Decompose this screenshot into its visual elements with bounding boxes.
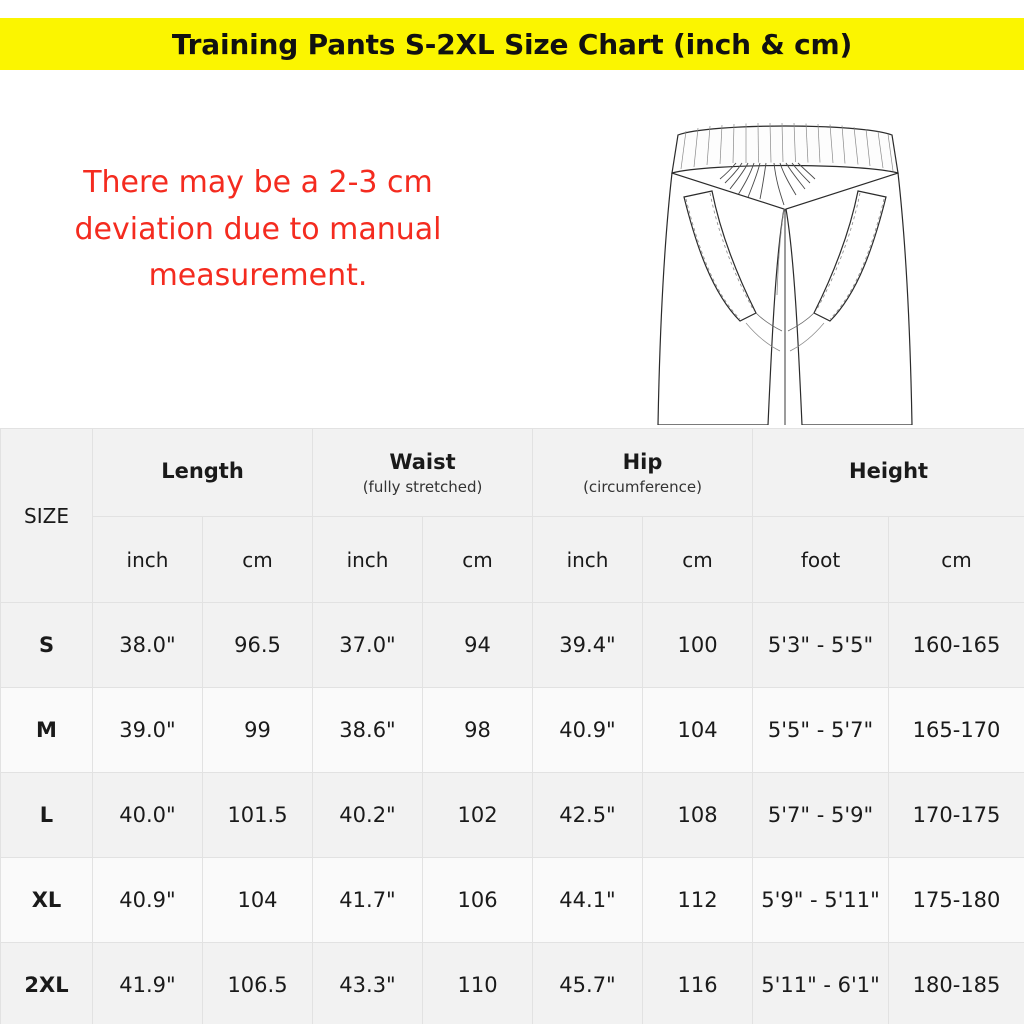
cell-l-height-foot: 5'7" - 5'9" [753,773,889,858]
cell-xl-hip-cm: 112 [643,858,753,943]
cell-m-waist-cm: 98 [423,688,533,773]
cell-s-length-inch: 38.0" [93,603,203,688]
row-size-xl: XL [1,858,93,943]
table-row [1,688,1024,773]
header-unit-length-inch: inch [93,517,203,603]
header-unit-height-cm: cm [889,517,1024,603]
cell-xl-height-foot: 5'9" - 5'11" [753,858,889,943]
cell-l-waist-inch: 40.2" [313,773,423,858]
cell-m-height-cm: 165-170 [889,688,1024,773]
header-unit-hip-inch: inch [533,517,643,603]
cell-m-hip-inch: 40.9" [533,688,643,773]
row-size-s: S [1,603,93,688]
header-unit-height-foot: foot [753,517,889,603]
cell-l-height-cm: 170-175 [889,773,1024,858]
cell-2xl-hip-inch: 45.7" [533,943,643,1024]
header-group-waist-label: Waist [389,449,456,474]
cell-s-length-cm: 96.5 [203,603,313,688]
size-table-container [0,428,1024,1024]
header-unit-waist-cm: cm [423,517,533,603]
table-row [1,943,1024,1024]
cell-s-hip-cm: 100 [643,603,753,688]
pants-illustration [560,105,1010,425]
note-line-3: measurement. [148,258,368,293]
table-row [1,858,1024,943]
cell-s-waist-inch: 37.0" [313,603,423,688]
cell-s-height-cm: 160-165 [889,603,1024,688]
cell-2xl-length-cm: 106.5 [203,943,313,1024]
cell-m-hip-cm: 104 [643,688,753,773]
pants-line-drawing-icon [560,105,1010,425]
table-head [1,429,1024,603]
note-line-1: There may be a 2-3 cm [83,165,433,200]
cell-l-length-cm: 101.5 [203,773,313,858]
table-body [1,603,1024,1024]
header-group-waist [313,429,533,517]
header-group-height-label: Height [849,458,929,483]
cell-m-height-foot: 5'5" - 5'7" [753,688,889,773]
header-unit-length-cm: cm [203,517,313,603]
header-size: SIZE [1,429,93,603]
cell-l-length-inch: 40.0" [93,773,203,858]
cell-l-waist-cm: 102 [423,773,533,858]
header-group-row [1,429,1024,517]
cell-xl-hip-inch: 44.1" [533,858,643,943]
size-table [0,428,1024,1024]
cell-2xl-waist-cm: 110 [423,943,533,1024]
header-unit-hip-cm: cm [643,517,753,603]
cell-s-hip-inch: 39.4" [533,603,643,688]
table-row [1,773,1024,858]
cell-2xl-hip-cm: 116 [643,943,753,1024]
cell-xl-length-cm: 104 [203,858,313,943]
title-banner [0,18,1024,70]
header-unit-waist-inch: inch [313,517,423,603]
page-title: Training Pants S-2XL Size Chart (inch & cm) [171,27,853,61]
cell-xl-waist-cm: 106 [423,858,533,943]
header-group-hip [533,429,753,517]
cell-l-hip-inch: 42.5" [533,773,643,858]
cell-m-waist-inch: 38.6" [313,688,423,773]
header-group-hip-label: Hip [622,449,663,474]
header-group-hip-sub: (circumference) [583,477,702,496]
row-size-2xl: 2XL [1,943,93,1024]
cell-2xl-length-inch: 41.9" [93,943,203,1024]
cell-l-hip-cm: 108 [643,773,753,858]
cell-xl-height-cm: 175-180 [889,858,1024,943]
header-group-waist-sub: (fully stretched) [362,477,483,496]
measurement-note [18,160,498,300]
header-unit-row [1,517,1024,603]
cell-xl-waist-inch: 41.7" [313,858,423,943]
cell-m-length-inch: 39.0" [93,688,203,773]
cell-s-waist-cm: 94 [423,603,533,688]
cell-2xl-height-cm: 180-185 [889,943,1024,1024]
row-size-m: M [1,688,93,773]
cell-xl-length-inch: 40.9" [93,858,203,943]
table-row [1,603,1024,688]
header-group-height [753,429,1024,517]
header-group-length [93,429,313,517]
header-group-length-label: Length [161,458,244,483]
cell-2xl-waist-inch: 43.3" [313,943,423,1024]
cell-s-height-foot: 5'3" - 5'5" [753,603,889,688]
row-size-l: L [1,773,93,858]
note-line-2: deviation due to manual [74,211,442,247]
cell-2xl-height-foot: 5'11" - 6'1" [753,943,889,1024]
cell-m-length-cm: 99 [203,688,313,773]
